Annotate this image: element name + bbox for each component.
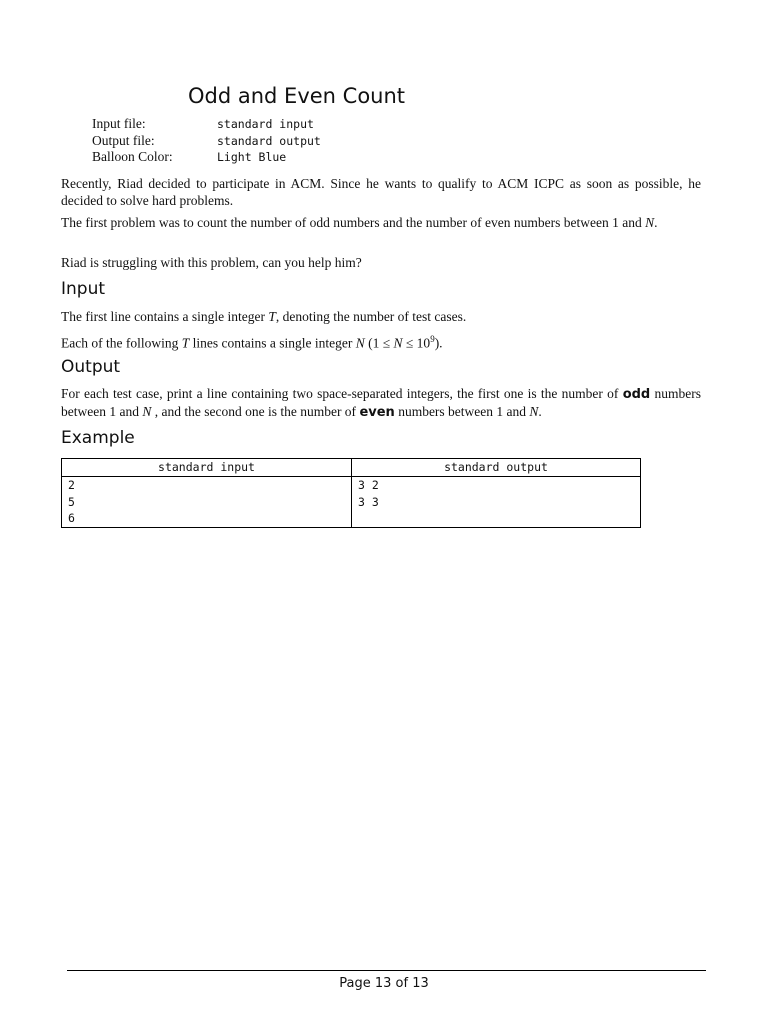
text-run: Each of the following: [61, 335, 182, 351]
example-input-line: 2: [68, 478, 75, 492]
statement-paragraph-2: [61, 215, 701, 232]
statement-paragraph-1: Recently, Riad decided to participate in ACM. Since he wants to qualify to ACM ICPC as soon as possible, he decided to solve hard problems.: [61, 176, 701, 208]
meta-label: Input file:: [92, 116, 146, 132]
example-output-column: [352, 459, 640, 527]
text-run: ≤ 10: [402, 335, 431, 351]
keyword-odd: odd: [622, 387, 651, 402]
meta-value: standard input: [217, 117, 314, 132]
example-output-line: 3 3: [358, 494, 379, 509]
input-line-1: [61, 309, 701, 326]
math-var: N: [645, 215, 655, 230]
meta-balloon-color: [92, 149, 321, 166]
text-run: (1 ≤: [364, 335, 394, 351]
example-output-line: 3 2: [358, 478, 379, 492]
footer-divider: [67, 970, 706, 971]
output-description: [61, 386, 701, 421]
math-var: T: [181, 335, 190, 351]
meta-label: Balloon Color:: [92, 149, 173, 165]
example-input-column: [62, 459, 352, 527]
example-input-header: standard input: [62, 459, 351, 477]
meta-value: standard output: [217, 133, 321, 148]
text-run: .: [654, 215, 658, 230]
math-var: N: [529, 403, 539, 419]
text-run: numbers between 1 and: [61, 386, 701, 419]
keyword-even: even: [359, 404, 395, 420]
input-line-2: [61, 331, 701, 352]
example-input-line: 5: [68, 494, 75, 509]
text-run: The first line contains a single integer: [61, 309, 269, 324]
text-run: lines contains a single integer: [189, 335, 356, 351]
exponent: 9: [430, 334, 435, 344]
text-run: ).: [434, 335, 443, 351]
input-heading: Input: [61, 279, 106, 299]
text-run: numbers between 1 and: [394, 403, 530, 419]
text-run: , and the second one is the number of: [151, 403, 360, 419]
text-run: , denoting the number of test cases.: [275, 309, 467, 324]
math-var: T: [268, 309, 276, 324]
statement-paragraph-3: Riad is struggling with this problem, can you help him?: [61, 255, 362, 270]
math-var: N: [393, 335, 403, 351]
example-input-line: 6: [68, 511, 75, 525]
text-run: For each test case, print a line containing two space-separated integers, the first one is the number of: [61, 386, 623, 401]
meta-output-file: [92, 133, 321, 150]
example-heading: Example: [61, 428, 135, 448]
problem-title: Odd and Even Count: [188, 84, 406, 108]
meta-input-file: [92, 116, 321, 133]
example-output-header: standard output: [352, 459, 640, 477]
meta-label: Output file:: [92, 132, 155, 148]
problem-meta: [92, 116, 321, 166]
text-run: The first problem was to count the number of odd numbers and the number of even numbers between 1 and: [61, 215, 646, 230]
math-var: N: [355, 335, 365, 351]
page-number: Page 13 of 13: [339, 976, 429, 991]
math-var: N: [142, 403, 152, 419]
example-table: [61, 458, 641, 528]
text-run: .: [538, 403, 542, 419]
meta-value: Light Blue: [217, 150, 287, 165]
output-heading: Output: [61, 357, 121, 377]
